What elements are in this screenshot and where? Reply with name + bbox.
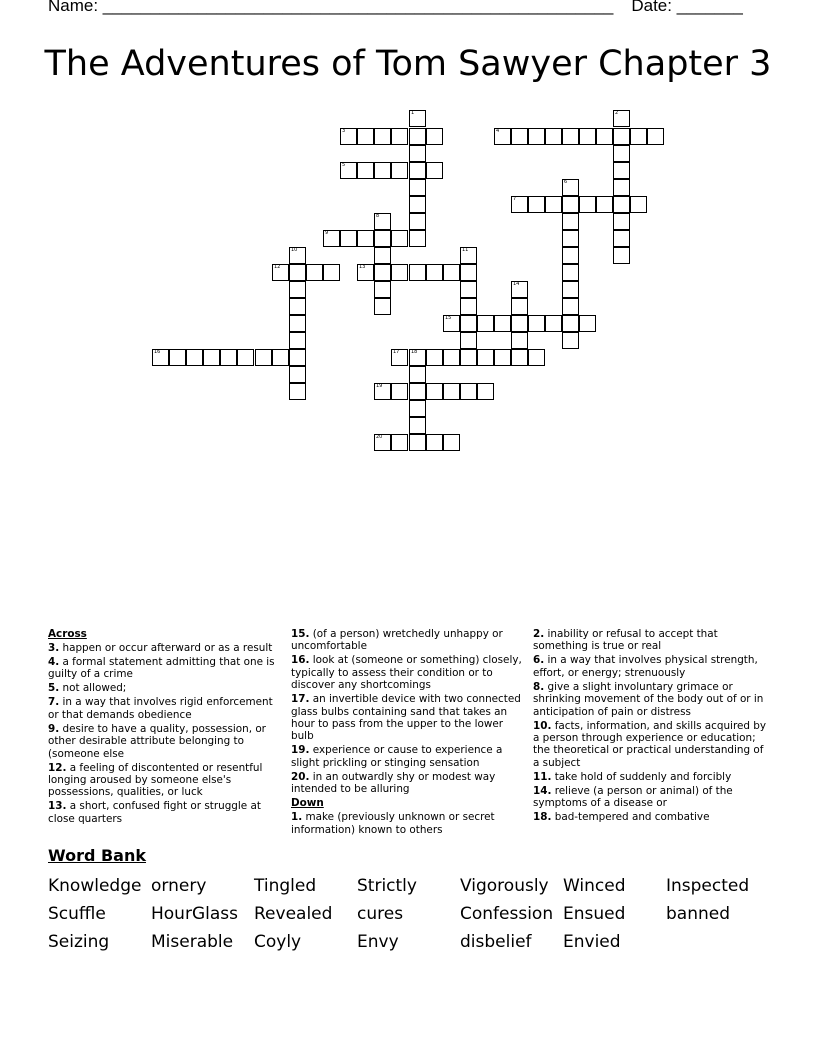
crossword-cell[interactable] (409, 179, 426, 196)
crossword-cell[interactable] (528, 128, 545, 145)
name-line[interactable]: Name: ______________________________________________________ (48, 0, 614, 15)
crossword-cell[interactable] (511, 298, 528, 315)
word-bank-word: Scuffle (48, 904, 106, 924)
crossword-cell[interactable] (426, 383, 443, 400)
crossword-cell[interactable] (511, 349, 528, 366)
crossword-cell[interactable] (237, 349, 254, 366)
crossword-cell[interactable] (630, 196, 647, 213)
crossword-cell[interactable] (443, 349, 460, 366)
word-bank-word: ornery (151, 876, 207, 896)
crossword-cell[interactable] (460, 383, 477, 400)
crossword-cell[interactable] (306, 264, 323, 281)
across-clue: 7. in a way that involves rigid enforcement or that demands obedience (48, 696, 273, 721)
crossword-cell[interactable] (511, 128, 528, 145)
crossword-cell[interactable] (374, 162, 391, 179)
crossword-cell[interactable] (443, 315, 460, 332)
crossword-cell[interactable] (630, 128, 647, 145)
crossword-cell[interactable] (340, 230, 357, 247)
crossword-cell[interactable] (426, 264, 443, 281)
word-bank-word: Envy (357, 932, 399, 952)
down-heading: Down (291, 797, 324, 810)
crossword-cell[interactable] (460, 332, 477, 349)
crossword-cell[interactable] (374, 281, 391, 298)
crossword-cell[interactable] (409, 110, 426, 127)
crossword-cell[interactable] (289, 298, 306, 315)
down-clue: 14. relieve (a person or animal) of the symptoms of a disease or (533, 784, 733, 810)
crossword-cell[interactable] (426, 349, 443, 366)
crossword-cell[interactable] (460, 298, 477, 315)
crossword-cell[interactable] (374, 264, 391, 281)
clue-column-3 (533, 628, 768, 825)
crossword-cell[interactable] (357, 162, 374, 179)
clue-number: 6 (564, 179, 568, 185)
crossword-cell[interactable] (613, 213, 630, 230)
crossword-cell[interactable] (203, 349, 220, 366)
across-clue: 16. look at (someone or something) closely, typically to assess their condition or to discover any shortcomings (291, 654, 522, 692)
across-clue: 5. not allowed; (48, 682, 127, 695)
crossword-cell[interactable] (613, 230, 630, 247)
crossword-cell[interactable] (272, 349, 289, 366)
word-bank-word: Confession (460, 904, 554, 924)
clue-number: 8 (376, 213, 380, 219)
crossword-cell[interactable] (289, 315, 306, 332)
crossword-cell[interactable] (409, 366, 426, 383)
date-line[interactable]: Date: _______ (631, 0, 743, 15)
clue-number: 5 (342, 162, 346, 168)
word-bank-title: Word Bank (48, 846, 147, 865)
crossword-cell[interactable] (426, 128, 443, 145)
clue-number: 9 (325, 230, 329, 236)
crossword-cell[interactable] (409, 145, 426, 162)
across-clue: 19. experience or cause to experience a slight prickling or stinging sensation (291, 744, 503, 769)
word-bank-row (48, 900, 788, 928)
across-clue: 9. desire to have a quality, possession, or other desirable attribute belonging to (someone else (48, 722, 266, 760)
down-clue: 18. bad-tempered and combative (533, 811, 710, 824)
crossword-cell[interactable] (511, 196, 528, 213)
clue-number: 15 (445, 315, 452, 321)
crossword-cell[interactable] (409, 230, 426, 247)
crossword-cell[interactable] (374, 230, 391, 247)
crossword-cell[interactable] (289, 281, 306, 298)
crossword-cell[interactable] (374, 298, 391, 315)
crossword-cell[interactable] (409, 264, 426, 281)
word-bank-word: Ensued (563, 904, 626, 924)
crossword-cell[interactable] (511, 281, 528, 298)
crossword-cell[interactable] (562, 128, 579, 145)
crossword-cell[interactable] (596, 196, 613, 213)
crossword-cell[interactable] (357, 128, 374, 145)
clue-number: 12 (274, 264, 281, 270)
crossword-cell[interactable] (374, 383, 391, 400)
across-clue: 13. a short, confused fight or struggle at close quarters (48, 800, 261, 825)
crossword-cell[interactable] (545, 196, 562, 213)
clue-number: 7 (513, 196, 517, 202)
crossword-cell[interactable] (409, 128, 426, 145)
crossword-cell[interactable] (289, 349, 306, 366)
crossword-cell[interactable] (289, 383, 306, 400)
crossword-cell[interactable] (391, 162, 408, 179)
crossword-cell[interactable] (494, 349, 511, 366)
crossword-cell[interactable] (647, 128, 664, 145)
crossword-cell[interactable] (613, 179, 630, 196)
clue-number: 3 (342, 128, 346, 134)
clue-number: 11 (462, 247, 469, 253)
crossword-cell[interactable] (613, 162, 630, 179)
crossword-cell[interactable] (477, 315, 494, 332)
crossword-cell[interactable] (289, 247, 306, 264)
crossword-cell[interactable] (391, 349, 408, 366)
crossword-cell[interactable] (460, 349, 477, 366)
crossword-cell[interactable] (409, 400, 426, 417)
crossword-cell[interactable] (323, 264, 340, 281)
crossword-cell[interactable] (409, 349, 426, 366)
across-clue: 17. an invertible device with two connected glass bulbs containing sand that takes an hour to pass from the upper to the lower bulb (291, 693, 521, 743)
crossword-cell[interactable] (613, 196, 630, 213)
crossword-cell[interactable] (528, 196, 545, 213)
crossword-cell[interactable] (374, 213, 391, 230)
clue-column-1 (48, 628, 280, 827)
crossword-cell[interactable] (409, 434, 426, 451)
clue-number: 20 (376, 434, 383, 440)
crossword-cell[interactable] (545, 315, 562, 332)
crossword-cell[interactable] (562, 315, 579, 332)
word-bank-word: cures (357, 904, 404, 924)
word-bank-word: HourGlass (151, 904, 238, 924)
crossword-cell[interactable] (562, 179, 579, 196)
crossword-cell[interactable] (460, 247, 477, 264)
crossword-cell[interactable] (391, 230, 408, 247)
word-bank-word: Miserable (151, 932, 234, 952)
crossword-cell[interactable] (289, 332, 306, 349)
crossword-cell[interactable] (528, 315, 545, 332)
clue-number: 17 (393, 349, 400, 355)
crossword-cell[interactable] (374, 434, 391, 451)
word-bank-word: Coyly (254, 932, 302, 952)
crossword-cell[interactable] (391, 128, 408, 145)
across-clue: 15. (of a person) wretchedly unhappy or uncomfortable (291, 628, 503, 653)
crossword-cell[interactable] (443, 434, 460, 451)
crossword-cell[interactable] (579, 128, 596, 145)
word-bank-word: Envied (563, 932, 621, 952)
crossword-cell[interactable] (613, 145, 630, 162)
down-clue: 8. give a slight involuntary grimace or shrinking movement of the body out of or in anticipation of pain or distress (533, 680, 764, 718)
across-clue: 12. a feeling of discontented or resentful longing aroused by someone else's possessions, qualities, or luck (48, 761, 263, 799)
down-clue: 10. facts, information, and skills acquired by a person through experience or education; the theoretical or practical understanding of a subject (533, 719, 767, 769)
crossword-cell[interactable] (340, 128, 357, 145)
across-clue: 20. in an outwardly shy or modest way intended to be alluring (291, 770, 496, 796)
crossword-cell[interactable] (272, 264, 289, 281)
crossword-cell[interactable] (409, 213, 426, 230)
crossword-cell[interactable] (562, 213, 579, 230)
crossword-cell[interactable] (443, 383, 460, 400)
crossword-cell[interactable] (613, 247, 630, 264)
word-bank (48, 872, 788, 956)
crossword-cell[interactable] (357, 264, 374, 281)
crossword-cell[interactable] (289, 264, 306, 281)
word-bank-word: disbelief (460, 932, 532, 952)
crossword-cell[interactable] (409, 196, 426, 213)
clue-number: 4 (496, 128, 500, 134)
crossword-cell[interactable] (579, 315, 596, 332)
crossword-cell[interactable] (169, 349, 186, 366)
word-bank-row (48, 928, 788, 956)
crossword-cell[interactable] (477, 383, 494, 400)
crossword-cell[interactable] (460, 264, 477, 281)
crossword-cell[interactable] (579, 196, 596, 213)
crossword-cell[interactable] (186, 349, 203, 366)
word-bank-word: Inspected (666, 876, 750, 896)
clue-number: 1 (411, 110, 415, 116)
crossword-cell[interactable] (511, 315, 528, 332)
page-title: The Adventures of Tom Sawyer Chapter 3 (44, 44, 772, 84)
down-clue: 1. make (previously unknown or secret information) known to others (291, 811, 495, 836)
crossword-cell[interactable] (443, 264, 460, 281)
crossword-cell[interactable] (220, 349, 237, 366)
down-clue: 11. take hold of suddenly and forcibly (533, 770, 732, 783)
clue-number: 18 (411, 349, 418, 355)
across-heading: Across (48, 628, 87, 640)
crossword-cell[interactable] (477, 349, 494, 366)
crossword-cell[interactable] (528, 349, 545, 366)
crossword-cell[interactable] (409, 162, 426, 179)
crossword-grid (0, 0, 816, 480)
word-bank-word: Tingled (254, 876, 317, 896)
down-clue: 6. in a way that involves physical strength, effort, or energy; strenuously (533, 654, 758, 679)
word-bank-word: Seizing (48, 932, 110, 952)
crossword-cell[interactable] (289, 366, 306, 383)
crossword-cell[interactable] (460, 281, 477, 298)
crossword-cell[interactable] (562, 264, 579, 281)
crossword-cell[interactable] (562, 196, 579, 213)
crossword-cell[interactable] (391, 264, 408, 281)
word-bank-word: Strictly (357, 876, 417, 896)
crossword-cell[interactable] (391, 383, 408, 400)
word-bank-word: Knowledge (48, 876, 142, 896)
crossword-cell[interactable] (374, 128, 391, 145)
crossword-cell[interactable] (511, 332, 528, 349)
crossword-cell[interactable] (562, 281, 579, 298)
crossword-cell[interactable] (562, 332, 579, 349)
crossword-cell[interactable] (426, 434, 443, 451)
crossword-cell[interactable] (374, 247, 391, 264)
clue-number: 14 (513, 281, 520, 287)
crossword-cell[interactable] (562, 298, 579, 315)
crossword-cell[interactable] (494, 128, 511, 145)
crossword-cell[interactable] (391, 434, 408, 451)
crossword-cell[interactable] (152, 349, 169, 366)
crossword-cell[interactable] (460, 315, 477, 332)
word-bank-row (48, 872, 788, 900)
crossword-cell[interactable] (494, 315, 511, 332)
clue-number: 16 (154, 349, 161, 355)
crossword-cell[interactable] (409, 417, 426, 434)
crossword-cell[interactable] (545, 128, 562, 145)
clue-number: 13 (359, 264, 366, 270)
crossword-cell[interactable] (596, 128, 613, 145)
clue-number: 19 (376, 383, 383, 389)
crossword-cell[interactable] (562, 230, 579, 247)
crossword-cell[interactable] (340, 162, 357, 179)
crossword-cell[interactable] (613, 128, 630, 145)
word-bank-word: Winced (563, 876, 626, 896)
crossword-cell[interactable] (562, 247, 579, 264)
clue-number: 2 (615, 110, 619, 116)
word-bank-word: Revealed (254, 904, 333, 924)
across-clue: 3. happen or occur afterward or as a result (48, 642, 273, 654)
word-bank-word: Vigorously (460, 876, 549, 896)
down-clue: 2. inability or refusal to accept that something is true or real (533, 628, 718, 653)
clue-column-2 (291, 628, 523, 838)
crossword-cell[interactable] (323, 230, 340, 247)
crossword-cell[interactable] (255, 349, 272, 366)
crossword-cell[interactable] (426, 162, 443, 179)
word-bank-word: banned (666, 904, 731, 924)
crossword-cell[interactable] (357, 230, 374, 247)
clue-number: 10 (291, 247, 298, 253)
across-clue: 4. a formal statement admitting that one is guilty of a crime (48, 656, 275, 681)
crossword-cell[interactable] (613, 110, 630, 127)
crossword-cell[interactable] (409, 383, 426, 400)
